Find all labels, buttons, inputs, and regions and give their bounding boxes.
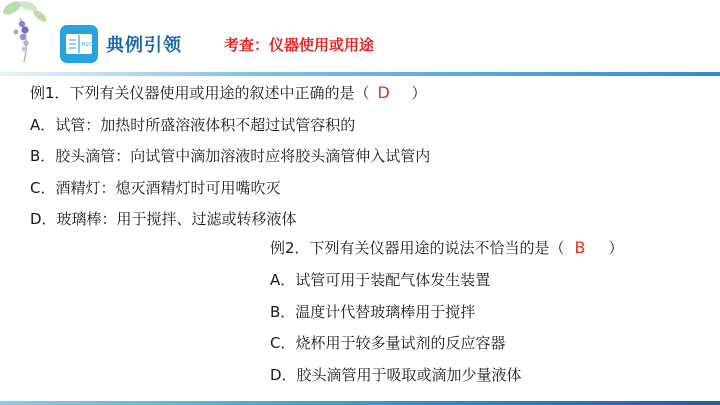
question-1-option-a: A．试管：加热时所盛溶液体积不超过试管容积的	[30, 115, 356, 134]
header-topic: 考查：仪器使用或用途	[224, 35, 375, 54]
header-divider	[0, 72, 720, 76]
question-1-text: 例1．下列有关仪器使用或用途的叙述中正确的是（	[30, 84, 370, 102]
question-2-option-b: B．温度计代替玻璃棒用于搅拌	[270, 302, 476, 321]
header-title: 典例引领	[106, 35, 182, 56]
question-1	[30, 84, 430, 242]
question-1-close: ）	[411, 84, 427, 102]
question-2-stem	[270, 239, 624, 257]
question-1-answer: D	[377, 83, 390, 102]
question-1-option-c: C．酒精灯：熄灭酒精灯时可用嘴吹灭	[30, 178, 281, 197]
question-2-option-a: A．试管可用于装配气体发生装置	[270, 270, 491, 289]
svg-text:H2O: H2O	[81, 42, 94, 48]
question-2-option-c: C．烧杯用于较多量试剂的反应容器	[270, 334, 506, 353]
question-1-option-b: B．胶头滴管：向试管中滴加溶液时应将胶头滴管伸入试管内	[30, 147, 431, 165]
question-2-text: 例2．下列有关仪器用途的说法不恰当的是（	[270, 239, 565, 257]
question-2-answer: B	[574, 238, 586, 257]
question-2-option-d: D．胶头滴管用于吸取或滴加少量液体	[270, 366, 522, 385]
question-1-stem	[30, 84, 430, 102]
book-icon	[60, 25, 98, 63]
footer-bar	[0, 401, 720, 405]
question-2	[270, 239, 624, 398]
question-1-option-d: D．玻璃棒：用于搅拌、过滤或转移液体	[30, 210, 297, 228]
question-2-close: ）	[608, 239, 624, 257]
section-header	[60, 22, 374, 66]
